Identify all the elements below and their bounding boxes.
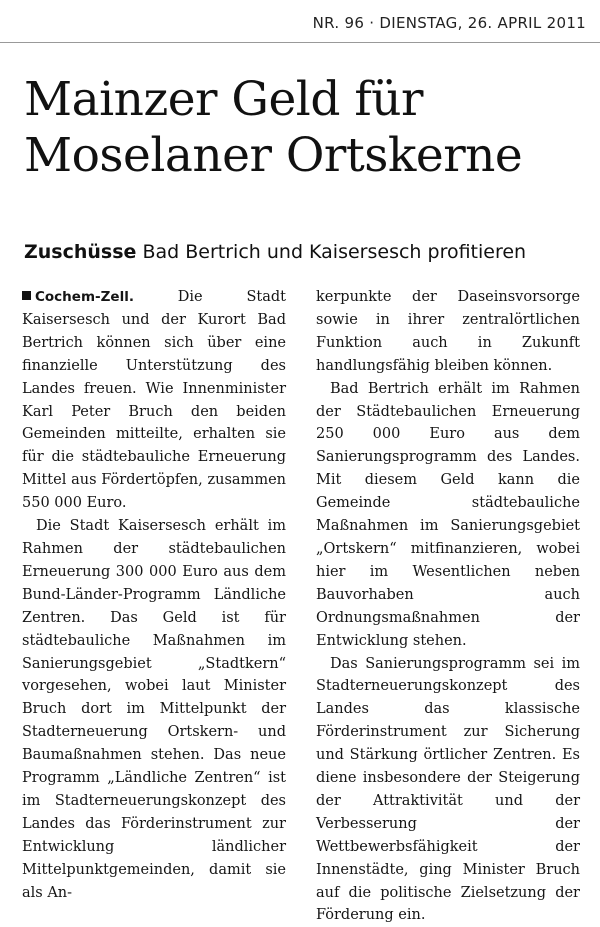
headline-line-1: Mainzer Geld für xyxy=(24,72,594,128)
article-paragraph: Bad Bertrich erhält im Rahmen der Städtebaulichen Erneuerung 250 000 Euro aus dem Sanierungsprogramm des Landes. Mit diesem Geld kann die Gemeinde städtebauliche Maßnahmen im Sanierungsgebiet „Ortskern“ mitfinanzieren, wobei hier im Wesentlichen neben Bauvorhaben auch Ordnungsmaßnahmen der Entwicklung stehen. xyxy=(316,378,580,653)
article-dateline-place: Cochem-Zell. xyxy=(35,289,134,305)
subhead-kicker: Zuschüsse xyxy=(24,241,136,263)
headline-line-2: Moselaner Ortskerne xyxy=(24,128,594,184)
article-paragraph: kerpunkte der Daseinsvorsorge sowie in ihrer zentralörtlichen Funktion auch in Zukunft handlungsfähig bleiben können. xyxy=(316,286,580,378)
article-paragraph: Die Stadt Kaisersesch erhält im Rahmen der städtebaulichen Erneuerung 300 000 Euro aus dem Bund-Länder-Programm Ländliche Zentren. Das Geld ist für städtebauliche Maßnahmen im Sanierungsgebiet „Stadtkern“ vorgesehen, wobei laut Minister Bruch dort im Mittelpunkt der Stadterneuerung Ortskern- und Baumaßnahmen stehen. Das neue Programm „Ländliche Zentren“ ist im Stadterneuerungskonzept des Landes das Förderinstrument zur Entwicklung ländlicher Mittelpunktgemeinden, damit sie als An- xyxy=(22,515,286,904)
top-rule xyxy=(0,42,600,43)
issue-dateline: NR. 96 · DIENSTAG, 26. APRIL 2011 xyxy=(313,14,586,32)
subheadline xyxy=(24,241,594,263)
subhead-text: Bad Bertrich und Kaisersesch profitieren xyxy=(136,241,526,263)
article-paragraph: Das Sanierungsprogramm sei im Stadterneuerungskonzept des Landes das klassische Förderinstrument zur Sicherung und Stärkung örtlicher Zentren. Es diene insbesondere der Steigerung der Attraktivität und der Verbesserung der Wettbewerbsfähigkeit der Innenstädte, ging Minister Bruch auf die politische Zielsetzung der Förderung ein. xyxy=(316,653,580,927)
article-column-left xyxy=(22,286,286,904)
article-paragraph-text: Die Stadt Kaisersesch und der Kurort Bad Bertrich können sich über eine finanzielle Unterstützung des Landes freuen. Wie Innenminister Karl Peter Bruch den beiden Gemeinden mitteilte, erhalten sie für die städtebauliche Erneuerung Mittel aus Fördertöpfen, zusammen 550 000 Euro. xyxy=(22,289,286,511)
article-paragraph xyxy=(22,286,286,515)
dateline-marker-icon xyxy=(22,291,31,300)
article-column-right xyxy=(316,286,580,927)
headline xyxy=(24,72,594,185)
